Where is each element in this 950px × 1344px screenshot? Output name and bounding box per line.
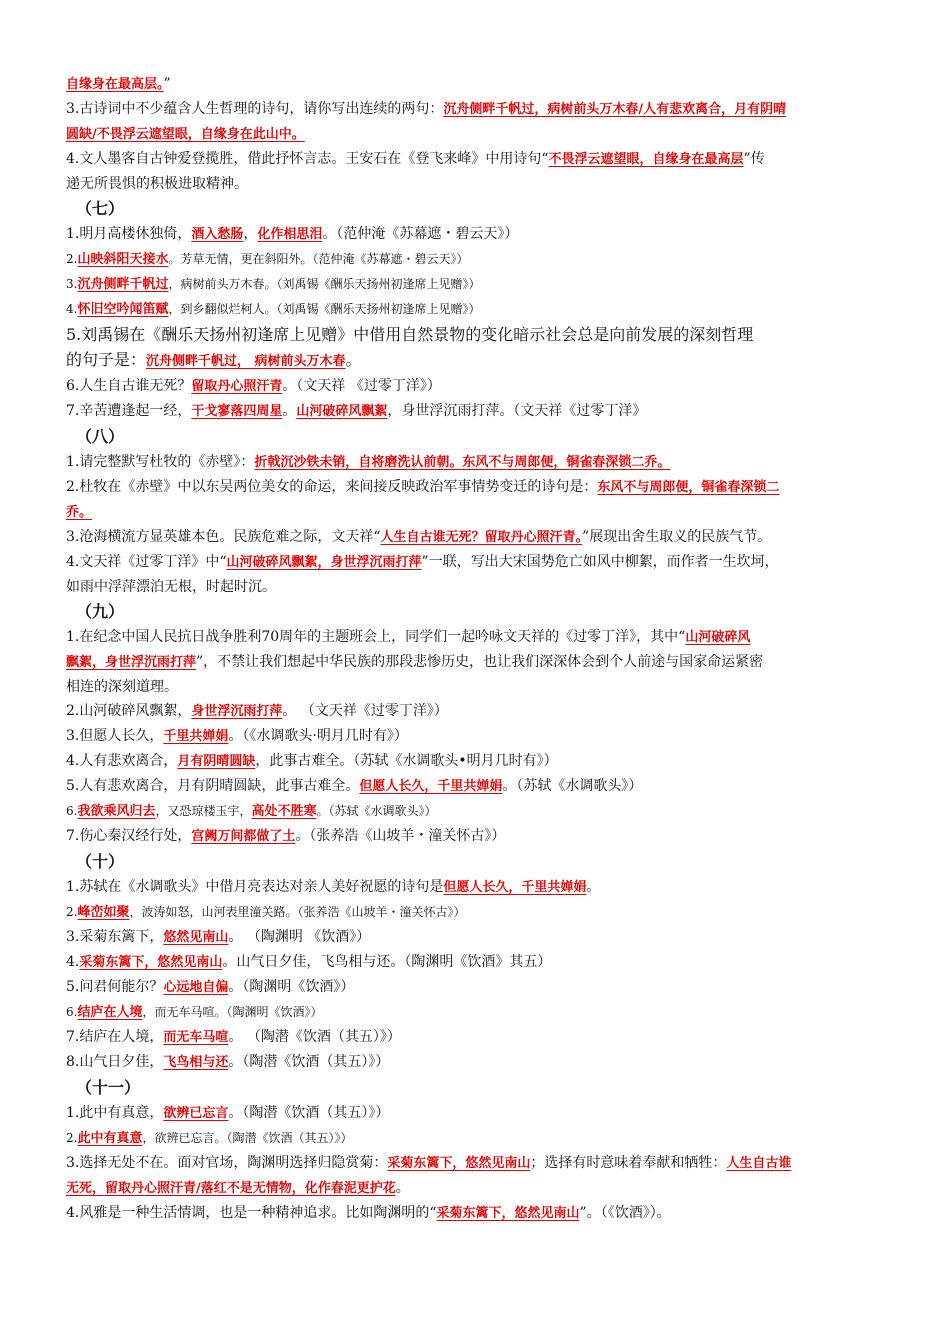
prompt-text: ，而无车马喧。（陶渊明《饮酒》） [142,1005,323,1019]
prompt-text: 5.问君何能尔？ [66,979,164,995]
text-line [66,1176,886,1201]
answer-text: 干戈寥落四周星 [191,404,283,419]
answer-text: 酒入愁肠 [191,227,244,242]
answer-text: 而无车马喧 [163,1030,229,1045]
prompt-text: ” [163,76,171,92]
prompt-text: ；选择有时意味着奉献和牺牲： [530,1155,727,1171]
text-line [66,675,886,699]
text-line [66,625,886,650]
prompt-text: 8.山气日夕佳， [66,1054,164,1070]
text-line [66,749,886,774]
answer-text: 人生自古谁无死？留取丹心照汗青。 [380,530,583,545]
prompt-text: ，到乡翻似烂柯人。（刘禹锡《酬乐天扬州初逢席上见赠》） [168,302,481,316]
prompt-text: 。（陶潜《饮酒（其五）》） [228,1105,390,1121]
text-line [66,1151,886,1176]
prompt-text: ”一联，写出大宋国势危亡如风中柳絮，而作者一生坎坷， [421,554,779,570]
prompt-text: 2. [66,905,78,919]
prompt-text: 1.在纪念中国人民抗日战争胜利70周年的主题班会上，同学们一起吟咏文天祥的《过零丁洋》，其中“ [66,629,686,645]
prompt-text: （八） [76,427,125,446]
worksheet-page [66,72,886,1226]
prompt-text: 。（苏轼《水调歌头》） [316,804,437,818]
text-line [66,650,886,675]
text-line [66,774,886,799]
prompt-text: （十） [76,852,125,871]
prompt-text: 。（范仲淹《苏幕遮・碧云天》） [322,226,519,242]
answer-text: 心远地自偏 [163,980,229,995]
prompt-text: 4. [66,954,80,970]
text-line [66,247,886,272]
text-line [66,950,886,975]
prompt-text: 3.选择无处不在。面对官场，陶渊明选择归隐赏菊： [66,1155,388,1171]
prompt-text: （七） [76,199,125,218]
prompt-text: ”传 [743,151,765,167]
text-line [66,475,886,500]
prompt-text: （九） [76,602,125,621]
answer-text: 我欲乘风归去 [77,804,156,819]
answer-text: 怀旧空吟闻笛赋 [77,302,169,317]
answer-text: 身世浮沉雨打萍 [191,704,283,719]
answer-text: 但愿人长久，千里共婵娟 [359,779,503,794]
answer-text: 留取丹心照汗青 [191,379,283,394]
prompt-text: 相连的深刻道理。 [66,679,178,695]
prompt-text: 7.辛苦遭逢起一经， [66,403,192,419]
answer-text: 圆缺/不畏浮云遮望眼，自缘身在此山中。 [66,127,305,142]
text-line [66,72,886,97]
answer-text: 沉舟侧畔千帆过，病树前头万木春/人有悲欢离合，月有阴晴 [443,102,787,117]
answer-text: 采菊东篱下，悠然见南山 [436,1206,580,1221]
text-line [66,222,886,247]
prompt-text: 。 [282,403,297,419]
text-line [66,399,886,424]
prompt-text: 。 （文天祥《过零丁洋》） [282,703,448,719]
answer-text: 山河破碎风飘絮，身世浮沉雨打萍 [226,555,422,570]
answer-text: 乔。 [66,505,93,520]
prompt-text: ”。（《饮酒》）。 [579,1205,671,1221]
text-line [66,925,886,950]
prompt-text: 2. [66,1131,78,1145]
prompt-text: 4.文天祥《过零丁洋》中“ [66,554,227,570]
section-heading [66,196,886,222]
text-line [66,724,886,749]
text-line [66,172,886,196]
answer-text: 沉舟侧畔千帆过， 病树前头万木春 [146,354,346,369]
prompt-text: 。芳草无情，更在斜阳外。（范仲淹《苏幕遮・碧云天》） [168,252,469,266]
answer-text: 采菊东篱下，悠然见南山 [387,1156,531,1171]
text-line [66,550,886,575]
answer-text: 山映斜阳天接水 [77,252,169,267]
answer-text: 但愿人长久，千里共婵娟 [443,880,587,895]
prompt-text: 1.明月高楼休独倚， [66,226,192,242]
answer-text: 无死，留取丹心照汗青/落红不是无情物，化作春泥更护花 [66,1181,396,1196]
prompt-text: 3.古诗词中不少蕴含人生哲理的诗句，请你写出连续的两句： [66,101,444,117]
text-line [66,900,886,925]
prompt-text: ，波涛如怒，山河表里潼关路。（张养浩《山坡羊・潼关怀古》） [129,905,466,919]
prompt-text: 5.人有悲欢离合，月有阴晴圆缺，此事古难全。 [66,778,360,794]
prompt-text: 。 [345,350,362,369]
answer-text: 宫阙万间都做了土 [191,829,296,844]
text-line [66,122,886,147]
prompt-text: 如雨中浮萍漂泊无根，时起时沉。 [66,579,276,595]
text-line [66,1201,886,1226]
prompt-text: 3.沧海横流方显英雄本色。民族危难之际，文天祥“ [66,529,381,545]
prompt-text: 4. [66,302,78,316]
section-heading [66,599,886,625]
prompt-text: 1.苏轼在《水调歌头》中借月亮表达对亲人美好祝愿的诗句是 [66,879,444,895]
answer-text: 采菊东篱下，悠然见南山 [79,955,223,970]
prompt-text: 。（张养浩《山坡羊・潼关怀古》） [295,828,506,844]
prompt-text: 4.人有悲欢离合， [66,753,178,769]
answer-text: 月有阴晴圆缺 [177,754,256,769]
prompt-text: 7.伤心秦汉经行处， [66,828,192,844]
prompt-text: 2.山河破碎风飘絮， [66,703,192,719]
prompt-text: 。山气日夕佳，飞鸟相与还。（陶渊明《饮酒》其五） [222,954,552,970]
prompt-text: 5.刘禹锡在《酬乐天扬州初逢席上见赠》中借用自然景物的变化暗示社会总是向前发展的深刻哲理 [66,325,754,344]
text-line [66,1000,886,1025]
prompt-text: ，此事古难全。（苏轼《水调歌头•明月几时有》） [255,753,558,769]
prompt-text: 6. [66,1005,78,1019]
answer-text: 东风不与周郎便，铜雀春深锁二 [597,480,780,495]
text-line [66,374,886,399]
text-line [66,699,886,724]
answer-text: 此中有真意 [77,1131,143,1146]
prompt-text: ，身世浮沉雨打萍。（文天祥《过零丁洋》 [387,403,647,419]
answer-text: 千里共婵娟 [163,729,229,744]
answer-text: 山河破碎风 [685,630,751,645]
answer-text: 自缘身在最高层。 [66,77,164,92]
prompt-text: 。（文天祥 《过零丁洋》） [282,378,441,394]
text-line [66,824,886,849]
text-line [66,875,886,900]
prompt-text: 递无所畏惧的积极进取精神。 [66,176,248,192]
prompt-text: 。（《水调歌头·明月几时有》） [228,728,408,744]
text-line [66,297,886,322]
prompt-text: 3.但愿人长久， [66,728,164,744]
text-line [66,147,886,172]
prompt-text: 4.风雅是一种生活情调，也是一种精神追求。比如陶渊明的“ [66,1205,437,1221]
section-heading [66,424,886,450]
text-line [66,272,886,297]
answer-text: 人生自古谁 [726,1156,792,1171]
prompt-text: 2. [66,252,78,266]
answer-text: 高处不胜寒 [251,804,317,819]
prompt-text: ，欲辨已忘言。（陶潜《饮酒（其五）》） [142,1131,353,1145]
text-line [66,1126,886,1151]
prompt-text: ”，不禁让我们想起中华民族的那段悲惨历史，也让我们深深体会到个人前途与国家命运紧密 [196,654,764,670]
prompt-text: 1.此中有真意， [66,1105,164,1121]
text-line [66,1050,886,1075]
prompt-text: ”展现出舍生取义的民族气节。 [582,529,772,545]
answer-text: 化作相思泪 [257,227,323,242]
answer-text: 飞鸟相与还 [163,1055,229,1070]
prompt-text: 7.结庐在人境， [66,1029,164,1045]
text-line [66,347,886,374]
prompt-text: 4.文人墨客自古钟爱登揽胜，借此抒怀言志。王安石在《登飞来峰》中用诗句“ [66,151,549,167]
prompt-text: 。（陶潜《饮酒（其五）》） [228,1054,390,1070]
prompt-text: 2.杜牧在《赤壁》中以东吴两位美女的命运，来间接反映政治军事情势变迁的诗句是： [66,479,598,495]
answer-text: 折戟沉沙铁未销，自将磨洗认前朝。东风不与周郎便，铜雀春深锁二乔。 [254,455,671,470]
text-line [66,575,886,599]
prompt-text: 的句子是： [66,350,147,369]
text-line [66,450,886,475]
prompt-text: 3. [66,277,78,291]
prompt-text: 3.采菊东篱下， [66,929,164,945]
text-line [66,1025,886,1050]
answer-text: 欲辨已忘言 [163,1106,229,1121]
text-line [66,525,886,550]
text-line [66,322,886,347]
text-line [66,97,886,122]
prompt-text: 。 （陶渊明 《饮酒》） [228,929,371,945]
prompt-text: 6. [66,804,78,818]
answer-text: 沉舟侧畔千帆过 [77,277,169,292]
prompt-text: 。（陶渊明《饮酒》） [228,979,355,995]
prompt-text: ， [243,226,258,242]
answer-text: 不畏浮云遮望眼，自缘身在最高层 [548,152,744,167]
answer-text: 飘絮，身世浮沉雨打萍 [66,655,197,670]
prompt-text: 1.请完整默写杜牧的《赤壁》： [66,454,255,470]
answer-text: 山河破碎风飘絮 [296,404,388,419]
text-line [66,975,886,1000]
section-heading [66,1075,886,1101]
prompt-text: 。 （陶潜《饮酒（其五）》） [228,1029,401,1045]
prompt-text: 。 [586,879,601,895]
answer-text: 峰峦如聚 [77,905,130,920]
answer-text: 结庐在人境 [77,1005,143,1020]
text-line [66,500,886,525]
prompt-text: 6.人生自古谁无死？ [66,378,192,394]
prompt-text: ，病树前头万木春。（刘禹锡《酬乐天扬州初逢席上见赠》） [168,277,481,291]
prompt-text: ，又恐琼楼玉宇， [155,804,252,818]
text-line [66,1101,886,1126]
prompt-text: 。 [395,1180,410,1196]
prompt-text: （十一） [76,1078,141,1097]
text-line [66,799,886,824]
answer-text: 悠然见南山 [163,930,229,945]
section-heading [66,849,886,875]
prompt-text: 。（苏轼《水调歌头》） [502,778,643,794]
